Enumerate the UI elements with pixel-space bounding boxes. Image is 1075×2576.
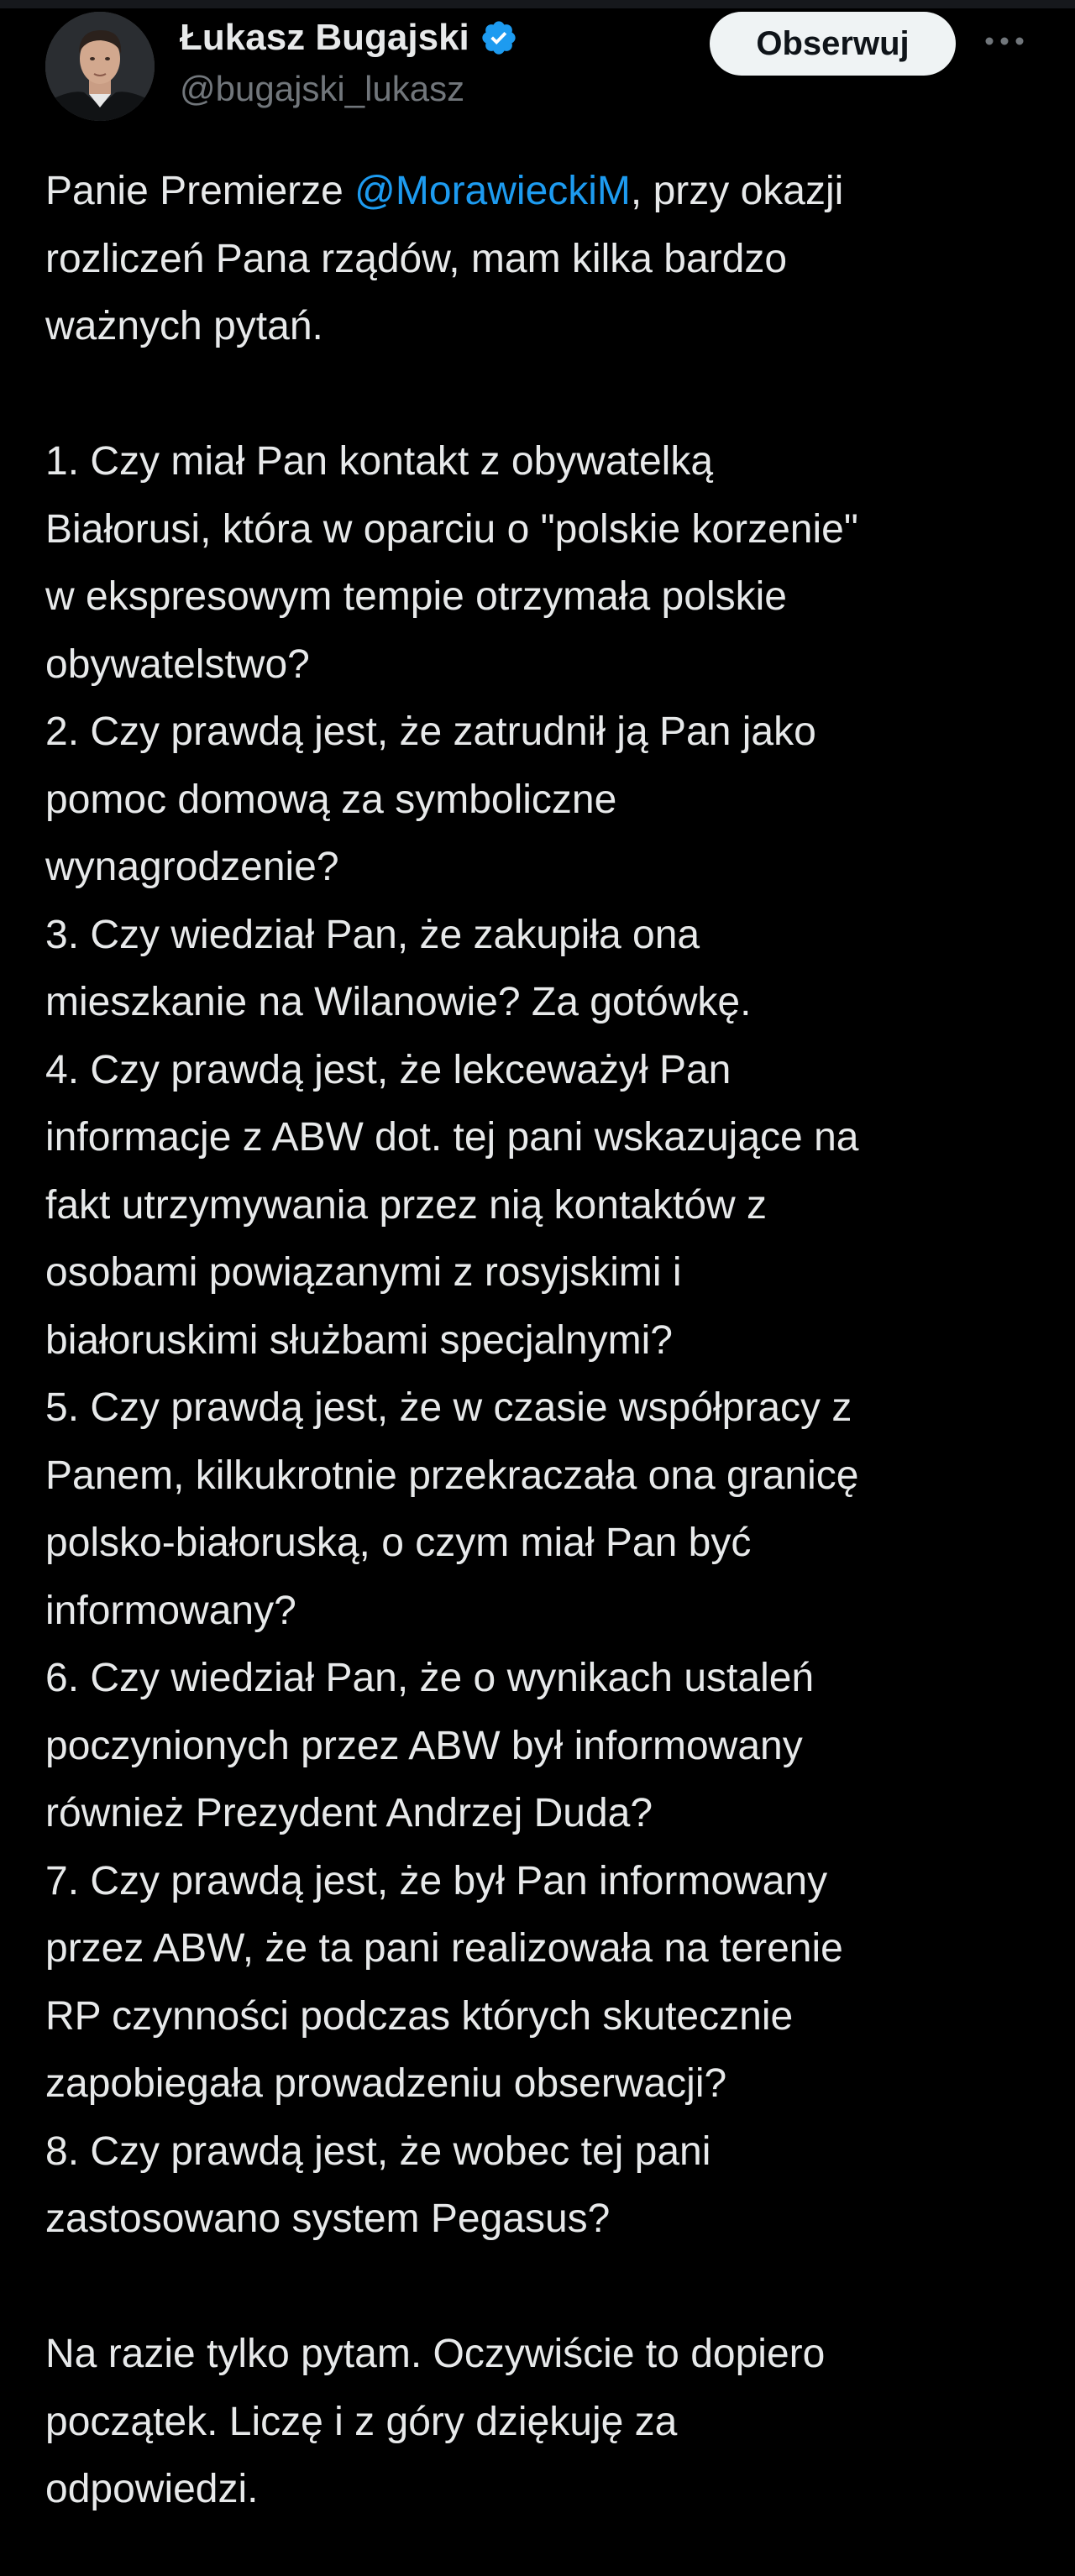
avatar[interactable]: [45, 12, 155, 121]
tweet-line: 8. Czy prawdą jest, że wobec tej pani: [45, 2128, 711, 2174]
tweet-line: rozliczeń Pana rządów, mam kilka bardzo: [45, 236, 788, 281]
tweet-line: fakt utrzymywania przez nią kontaktów z: [45, 1182, 768, 1228]
tweet-line: [45, 361, 1045, 429]
tweet-line: 7. Czy prawdą jest, że był Pan informowany: [45, 1858, 828, 1903]
tweet-text: [45, 158, 1045, 2524]
tweet-line: odpowiedzi.: [45, 2467, 259, 2511]
tweet-line: początek. Liczę i z góry dziękuję za: [45, 2399, 678, 2444]
tweet-line: ważnych pytań.: [45, 304, 323, 348]
tweet-line: pomoc domową za symboliczne: [45, 777, 617, 822]
follow-button[interactable]: Obserwuj: [710, 12, 956, 76]
tweet-line: zastosowano system Pegasus?: [45, 2196, 611, 2241]
tweet-line: informowany?: [45, 1588, 296, 1633]
tweet-line: [45, 158, 1045, 226]
author-display-name[interactable]: Łukasz Bugajski: [180, 17, 469, 58]
avatar-image: [45, 12, 155, 121]
tweet-line: białoruskimi służbami specjalnymi?: [45, 1317, 673, 1363]
tweet-line: osobami powiązanymi z rosyjskimi i: [45, 1250, 682, 1295]
tweet-line: zapobiegała prowadzeniu obserwacji?: [45, 2061, 727, 2106]
tweet-line: Panem, kilkukrotnie przekraczała ona granicę: [45, 1453, 859, 1498]
tweet-line: 3. Czy wiedział Pan, że zakupiła ona: [45, 912, 700, 957]
tweet-line-text: Panie Premierze: [45, 169, 355, 213]
tweet-line: wynagrodzenie?: [45, 845, 339, 889]
tweet-line: również Prezydent Andrzej Duda?: [45, 1791, 653, 1835]
author-name-row: [180, 12, 518, 64]
tweet-line: RP czynności podczas których skutecznie: [45, 1993, 794, 2039]
mention-link[interactable]: @MorawieckiM: [354, 169, 631, 213]
tweet-line: 1. Czy miał Pan kontakt z obywatelką: [45, 439, 714, 484]
tweet-line: poczynionych przez ABW był informowany: [45, 1723, 803, 1768]
tweet-line: mieszkanie na Wilanowie? Za gotówkę.: [45, 980, 752, 1024]
verified-badge-icon[interactable]: [480, 18, 518, 57]
tweet-line-text: , przy okazji: [630, 169, 844, 213]
tweet-line: Na razie tylko pytam. Oczywiście to dopiero: [45, 2332, 826, 2376]
tweet-line: przez ABW, że ta pani realizowała na terenie: [45, 1926, 843, 1971]
tweet-line: 5. Czy prawdą jest, że w czasie współpracy z: [45, 1385, 852, 1430]
tweet-line: w ekspresowym tempie otrzymała polskie: [45, 574, 787, 619]
tweet-line: polsko-białoruską, o czym miał Pan być: [45, 1521, 752, 1565]
tweet-line: Białorusi, która w oparciu o "polskie korzenie": [45, 506, 858, 552]
tweet-line: informacje z ABW dot. tej pani wskazujące na: [45, 1115, 859, 1160]
author-handle[interactable]: @bugajski_lukasz: [180, 69, 465, 108]
more-dots-icon[interactable]: [979, 20, 1030, 62]
tweet-line: obywatelstwo?: [45, 641, 310, 687]
tweet-line: 6. Czy wiedział Pan, że o wynikach ustaleń: [45, 1656, 815, 1700]
tweet-line: 2. Czy prawdą jest, że zatrudnił ją Pan jako: [45, 709, 816, 754]
tweet-line: [45, 2254, 1045, 2322]
tweet-line: 4. Czy prawdą jest, że lekceważył Pan: [45, 1047, 732, 1092]
